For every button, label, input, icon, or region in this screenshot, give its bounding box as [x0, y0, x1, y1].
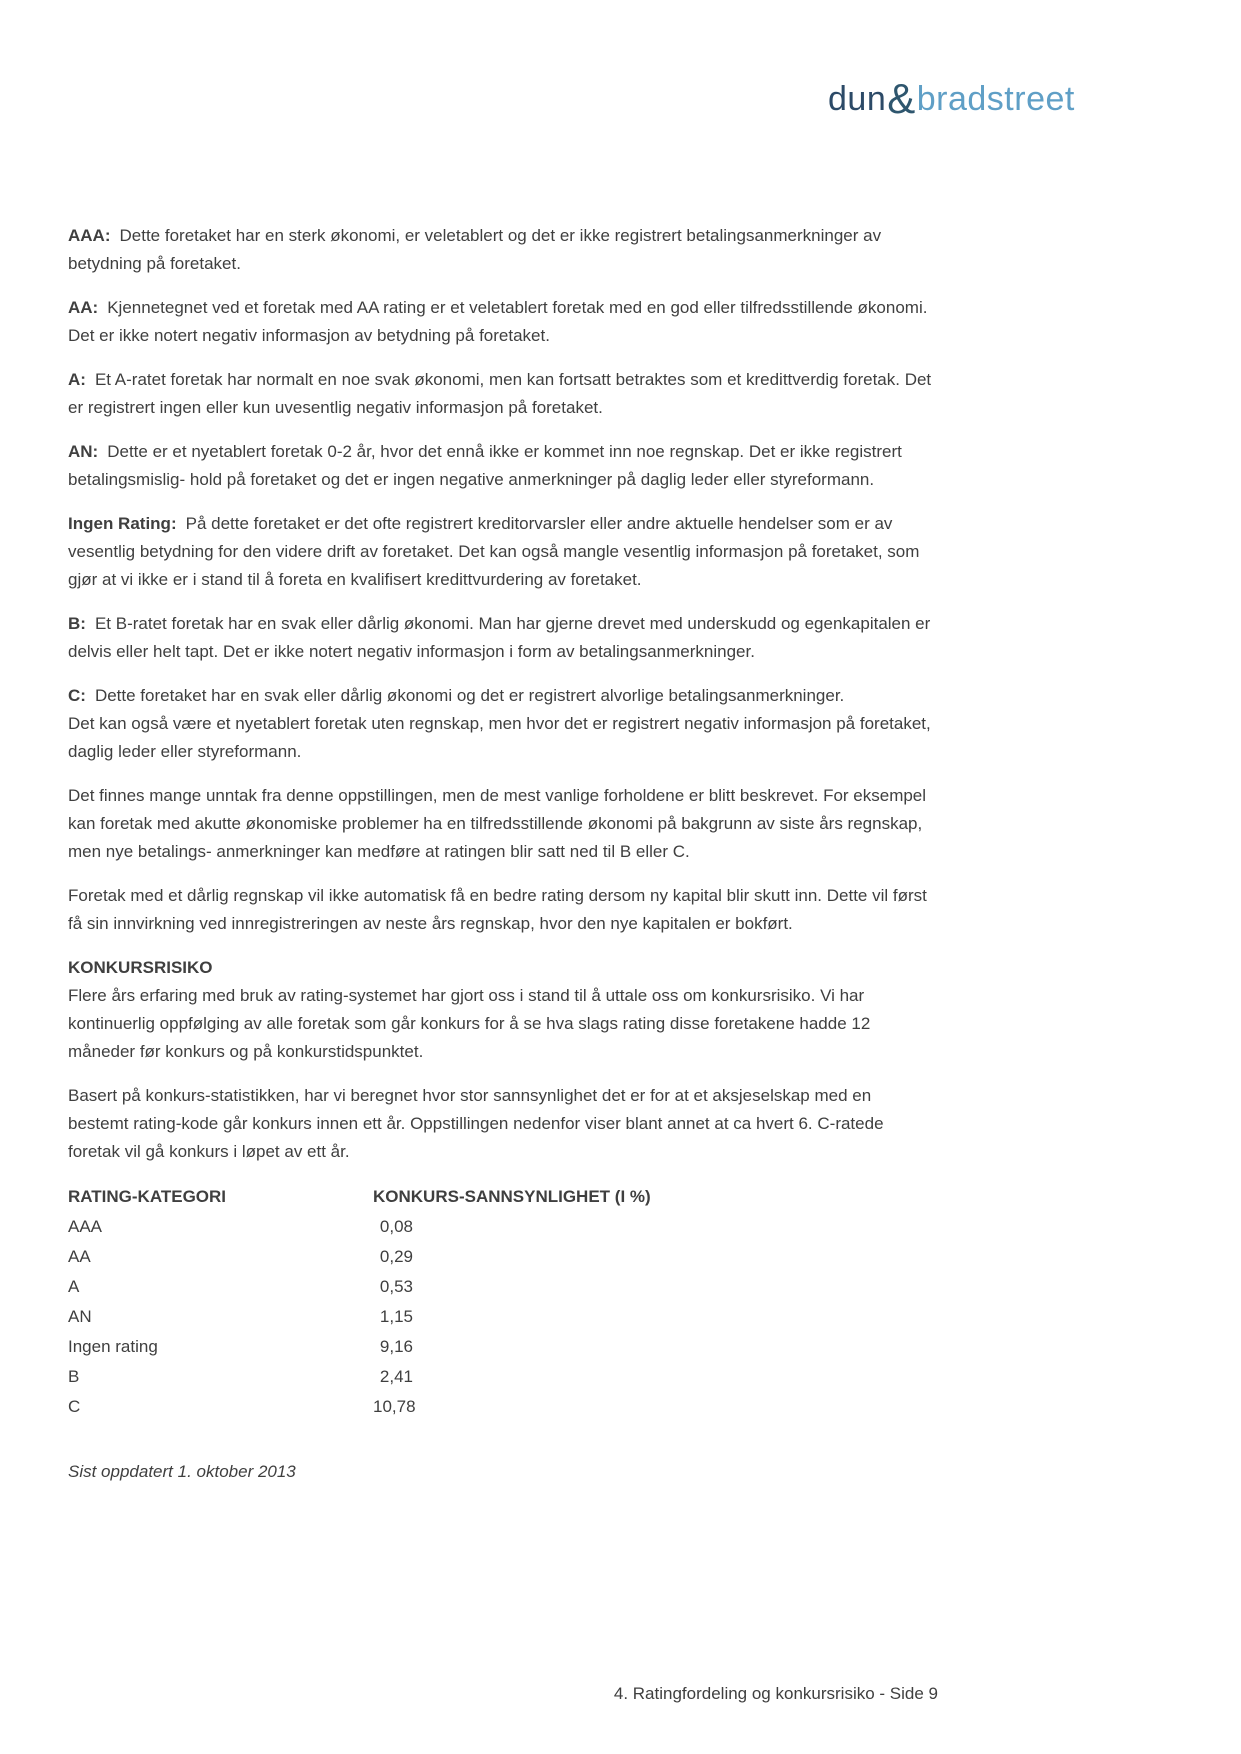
logo-ampersand-icon: &	[887, 75, 916, 122]
probability-value-cell: 9,16	[379, 1337, 413, 1356]
probability-value-cell: 1,15	[379, 1307, 413, 1326]
rating-definition-a	[68, 366, 936, 422]
rating-text: På dette foretaket er det ofte registrert kreditorvarsler eller andre aktuelle hendelser som er av vesentlig betydning for den videre drift av foretaket. Det kan også mangle vesentlig informasjon på foretaket, som gjør at vi ikke er i stand til å foreta en kvalifisert kredittvurdering av foretaket.	[68, 514, 920, 589]
konkursrisiko-section	[68, 954, 936, 1066]
table-row	[68, 1242, 936, 1272]
last-updated-note: Sist oppdatert 1. oktober 2013	[68, 1462, 296, 1481]
rating-definition-aaa	[68, 222, 936, 278]
rating-text: Kjennetegnet ved et foretak med AA rating er et veletablert foretak med en god eller tilfredsstillende økonomi. Det er ikke notert negativ informasjon av betydning på foretaket.	[68, 298, 928, 345]
rating-text-continued: Det kan også være et nyetablert foretak uten regnskap, men hvor det er registrert negativ informasjon på foretaket, daglig leder eller styreformann.	[68, 714, 931, 761]
table-row	[68, 1332, 936, 1362]
rating-label: C:	[68, 686, 86, 705]
rating-definition-ingen-rating	[68, 510, 936, 594]
bankruptcy-probability-table	[68, 1182, 936, 1422]
rating-text: Et B-ratet foretak har en svak eller dårlig økonomi. Man har gjerne drevet med underskudd og egenkapitalen er delvis eller helt tapt. Det er ikke notert negativ informasjon i form av betalingsanmerkninger.	[68, 614, 931, 661]
rating-text: Dette foretaket har en sterk økonomi, er veletablert og det er ikke registrert betalingsanmerkninger av betydning på foretaket.	[68, 226, 882, 273]
header-konkurs-probability: KONKURS-SANNSYNLIGHET (I %)	[373, 1187, 651, 1206]
rating-label: A:	[68, 370, 86, 389]
rating-category-cell: AAA	[68, 1217, 103, 1236]
exceptions-paragraph	[68, 782, 936, 866]
rating-category-cell: AN	[68, 1307, 92, 1326]
paragraph-text: Det finnes mange unntak fra denne oppstillingen, men de mest vanlige forholdene er blitt beskrevet. For eksempel kan foretak med akutte økonomiske problemer ha en tilfredsstillende økonomi på bakgrunn av siste års regnskap, men nye betalings- anmerkninger kan medføre at ratingen blir satt ned til B eller C.	[68, 786, 927, 861]
rating-category-cell: A	[68, 1277, 80, 1296]
header-rating-category: RATING-KATEGORI	[68, 1187, 227, 1206]
rating-definition-aa	[68, 294, 936, 350]
table-row	[68, 1272, 936, 1302]
table-header-row	[68, 1182, 936, 1212]
rating-label: AAA:	[68, 226, 111, 245]
probability-value-cell: 10,78	[373, 1397, 416, 1416]
rating-category-cell: B	[68, 1367, 80, 1386]
konkursrisiko-paragraph-1: Flere års erfaring med bruk av rating-systemet har gjort oss i stand til å uttale oss om konkursrisiko. Vi har kontinuerlig oppfølging av alle foretak som går konkurs for å se hva slags rating disse foretakene hadde 12 måneder før konkurs og på konkurstidspunktet.	[68, 986, 871, 1061]
rating-text: Dette er et nyetablert foretak 0-2 år, hvor det ennå ikke er kommet inn noe regnskap. Det er ikke registrert betalingsmislig- hold på foretaket og det er ingen negative anmerkninger på daglig leder eller styreformann.	[68, 442, 902, 489]
rating-definition-c	[68, 682, 936, 766]
probability-value-cell: 0,29	[379, 1247, 413, 1266]
rating-label: AA:	[68, 298, 99, 317]
konkursrisiko-paragraph-2	[68, 1082, 936, 1166]
rating-label: AN:	[68, 442, 99, 461]
rating-category-cell: Ingen rating	[68, 1337, 158, 1356]
table-row	[68, 1212, 936, 1242]
probability-value-cell: 0,08	[379, 1217, 413, 1236]
rating-category-cell: C	[68, 1397, 81, 1416]
rating-definition-b	[68, 610, 936, 666]
paragraph-text: Basert på konkurs-statistikken, har vi beregnet hvor stor sannsynlighet det er for at et aksjeselskap med en bestemt rating-kode går konkurs innen ett år. Oppstillingen nedenfor viser blant annet at ca hvert 6. C-ratede foretak vil gå konkurs i løpet av ett år.	[68, 1086, 884, 1161]
dun-bradstreet-logo	[828, 75, 1075, 122]
probability-value-cell: 0,53	[379, 1277, 413, 1296]
logo-bradstreet-text: bradstreet	[916, 80, 1075, 118]
rating-text: Dette foretaket har en svak eller dårlig økonomi og det er registrert alvorlige betalingsanmerkninger.	[94, 686, 845, 705]
page-content	[68, 222, 936, 1486]
table-row	[68, 1392, 936, 1422]
paragraph-text: Foretak med et dårlig regnskap vil ikke automatisk få en bedre rating dersom ny kapital blir skutt inn. Dette vil først få sin innvirkning ved innregistreringen av neste års regnskap, hvor den nye kapitalen er bokført.	[68, 886, 927, 933]
table-row	[68, 1302, 936, 1332]
new-capital-paragraph	[68, 882, 936, 938]
probability-value-cell: 2,41	[379, 1367, 413, 1386]
page-footer: 4. Ratingfordeling og konkursrisiko - Side 9	[613, 1684, 938, 1703]
rating-category-cell: AA	[68, 1247, 91, 1266]
rating-definition-an	[68, 438, 936, 494]
rating-label: B:	[68, 614, 86, 633]
table-row	[68, 1362, 936, 1392]
konkursrisiko-heading: KONKURSRISIKO	[68, 958, 213, 977]
rating-text: Et A-ratet foretak har normalt en noe svak økonomi, men kan fortsatt betraktes som et kredittverdig foretak. Det er registrert ingen eller kun uvesentlig negativ informasjon på foretaket.	[68, 370, 932, 417]
rating-label: Ingen Rating:	[68, 514, 177, 533]
logo-dun-text: dun	[828, 80, 887, 118]
